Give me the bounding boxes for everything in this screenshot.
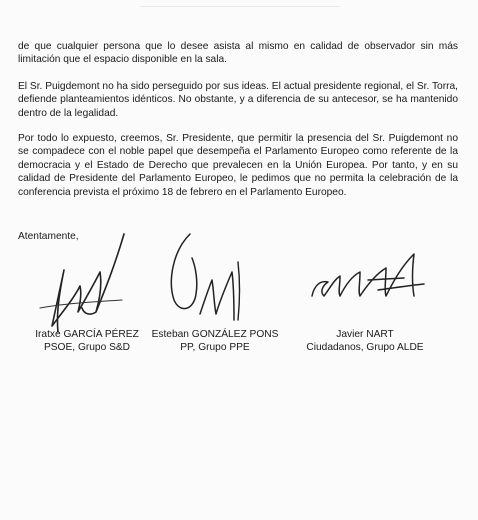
signatory-group: Ciudadanos, Grupo ALDE [306,342,424,353]
signature-gonzalez-pons [160,228,255,328]
signature-garcia-perez [30,228,130,340]
signatory-name: Javier NART [336,329,394,340]
paragraph-persecution: El Sr. Puigdemont no ha sido perseguido por sus ideas. El actual presidente regional, el Sr. Torra, defiende planteamientos idénticos. No obstante, y a diferencia de su antecesor, se ha mantenido dentro de la legalidad. [18,81,458,119]
signatory-group: PP, Grupo PPE [180,342,250,353]
signatory-group: PSOE, Grupo S&D [43,342,131,353]
closing-salutation: Atentamente, [18,231,79,242]
signatory-gonzalez-pons [145,328,285,354]
paragraph-request: Por todo lo expuesto, creemos, Sr. Presidente, que permitir la presencia del Sr. Puigdemont no se compadece con el noble papel que desempeña el Parlamento Europeo como referente de la democracia y el Estado de Derecho que prevalecen en la Unión Europea. Por tanto, y en su calidad de Presidente del Parlamento Europeo, le pedimos que no permita la celebración de la conferencia prevista el próximo 18 de febrero en el Parlamento Europeo. [18,133,458,198]
paragraph-observer: de que cualquier persona que lo desee asista al mismo en calidad de observador sin más limitación que el espacio disponible en la sala. [18,41,458,66]
signatory-name: Esteban GONZÁLEZ PONS [151,329,279,340]
signatory-nart [300,328,430,354]
signature-nart [308,250,428,306]
signatory-garcia-perez [22,328,152,354]
signatory-name: Iratxe GARCÍA PÉREZ [35,329,139,340]
scan-artifact [140,6,340,7]
